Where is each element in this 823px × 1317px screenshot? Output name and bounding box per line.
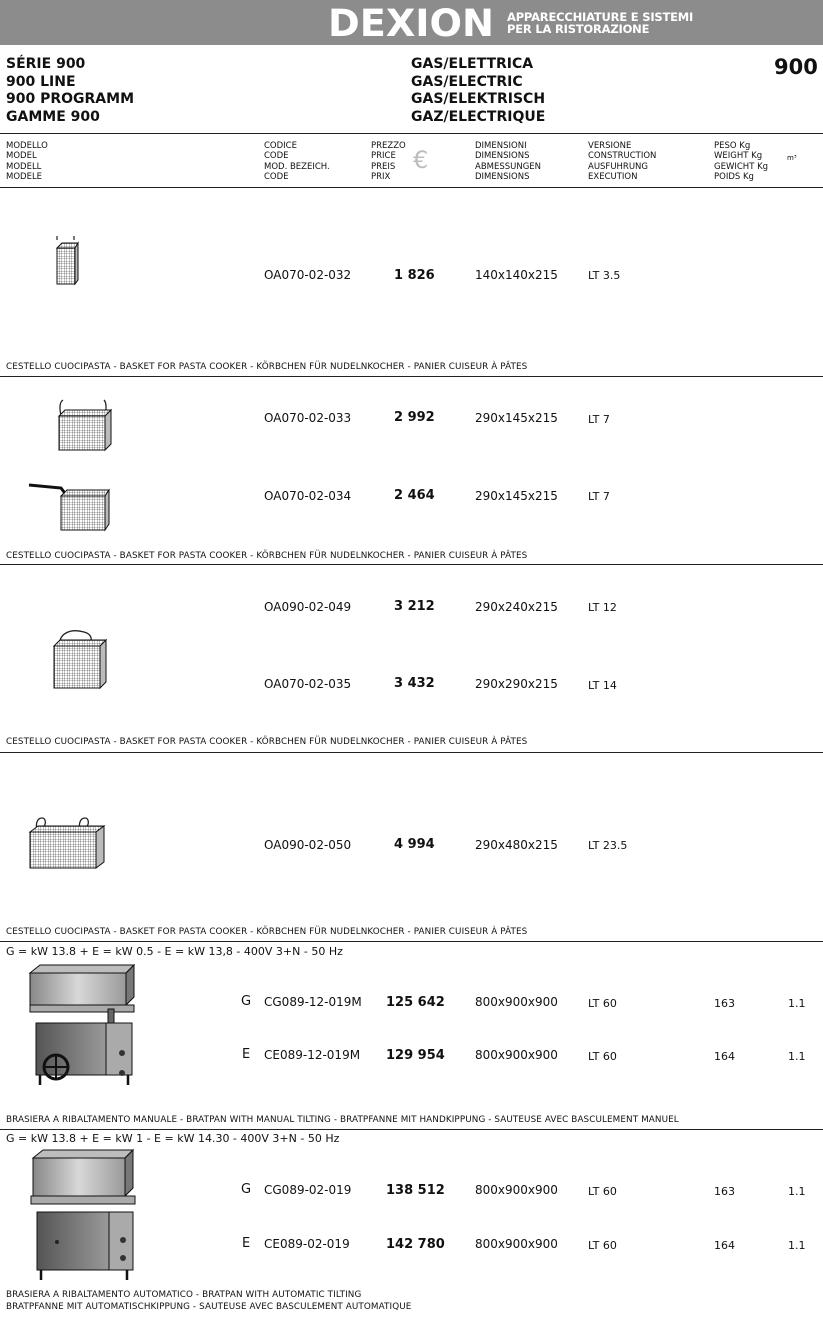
series-de: 900 PROGRAMM — [6, 91, 135, 107]
row-price: 2 992 — [394, 410, 435, 425]
row-version: LT 3.5 — [588, 269, 621, 282]
row-code: CE089-02-019 — [264, 1237, 350, 1251]
row-version: LT 14 — [588, 679, 617, 692]
divider — [0, 941, 823, 942]
column-header-version — [588, 141, 656, 182]
row-price: 2 464 — [394, 488, 435, 503]
column-label: GEWICHT Kg — [714, 161, 769, 172]
row-type: G — [241, 994, 252, 1009]
row-volume: 1.1 — [788, 997, 806, 1010]
column-label: PREZZO — [371, 141, 406, 151]
row-version: LT 60 — [588, 1185, 617, 1198]
row-weight: 164 — [714, 1239, 735, 1252]
power-spec: G = kW 13.8 + E = kW 0.5 - E = kW 13,8 - 400V 3+N - 50 Hz — [6, 945, 343, 958]
row-volume: 1.1 — [788, 1050, 806, 1063]
column-label: MOD. BEZEICH. — [264, 161, 330, 172]
row-dimensions: 290x240x215 — [475, 600, 558, 614]
page-series-number: 900 — [774, 55, 818, 79]
bratpan-manual-caption: BRASIERA A RIBALTAMENTO MANUALE - BRATPAN WITH MANUAL TILTING - BRATPFANNE MIT HANDKIPPUNG - SAUTEUSE AVEC BASCULEMENT MANUEL — [6, 1115, 679, 1125]
row-weight: 163 — [714, 1185, 735, 1198]
basket-large-image — [52, 628, 107, 690]
row-dimensions: 290x145x215 — [475, 489, 558, 503]
row-code: OA090-02-050 — [264, 838, 352, 852]
row-type: G — [241, 1182, 252, 1197]
row-code: CE089-12-019M — [264, 1048, 361, 1062]
column-label: MODELE — [6, 171, 43, 182]
row-price: 1 826 — [394, 268, 435, 283]
column-label: CONSTRUCTION — [588, 151, 657, 162]
row-version: LT 12 — [588, 601, 617, 614]
euro-icon: € — [413, 146, 429, 174]
column-label: CODE — [264, 171, 289, 182]
row-price: 142 780 — [386, 1237, 445, 1252]
row-weight: 163 — [714, 997, 735, 1010]
bratpan-manual-image — [26, 965, 138, 1087]
column-label: WEIGHT Kg — [714, 151, 763, 162]
row-price: 138 512 — [386, 1183, 445, 1198]
bratpan-auto-image — [27, 1150, 139, 1282]
row-version: LT 60 — [588, 997, 617, 1010]
power-spec: G = kW 13.8 + E = kW 1 - E = kW 14.30 - 400V 3+N - 50 Hz — [6, 1132, 340, 1145]
row-dimensions: 290x480x215 — [475, 838, 558, 852]
divider — [0, 376, 823, 377]
row-price: 3 212 — [394, 599, 435, 614]
column-label: PREIS — [371, 161, 396, 172]
series-title — [6, 56, 134, 126]
column-label: PRICE — [371, 151, 396, 162]
row-dimensions: 140x140x215 — [475, 268, 558, 282]
column-label: MODEL — [6, 151, 37, 162]
column-header-dimensions — [475, 141, 541, 182]
column-label: AUSFUHRUNG — [588, 161, 649, 172]
series-it: SÉRIE 900 — [6, 56, 86, 72]
power-en: GAS/ELECTRIC — [411, 73, 523, 90]
header-banner — [0, 0, 823, 45]
row-code: CG089-02-019 — [264, 1183, 352, 1197]
row-version: LT 60 — [588, 1050, 617, 1063]
basket-caption: CESTELLO CUOCIPASTA - BASKET FOR PASTA COOKER - KÖRBCHEN FÜR NUDELNKOCHER - PANIER CUISEUR À PÂTES — [6, 362, 528, 372]
row-weight: 164 — [714, 1050, 735, 1063]
column-header-volume: m³ — [787, 154, 797, 162]
row-code: OA090-02-049 — [264, 600, 352, 614]
power-type — [411, 56, 545, 126]
row-price: 125 642 — [386, 995, 445, 1010]
column-label: MODELLO — [6, 141, 48, 151]
column-label: CODICE — [264, 141, 297, 151]
basket-caption: CESTELLO CUOCIPASTA - BASKET FOR PASTA COOKER - KÖRBCHEN FÜR NUDELNKOCHER - PANIER CUISEUR À PÂTES — [6, 551, 528, 561]
row-dimensions: 800x900x900 — [475, 1048, 558, 1062]
series-en: 900 LINE — [6, 73, 76, 90]
column-header-code — [264, 141, 330, 182]
row-code: OA070-02-033 — [264, 411, 352, 425]
row-code: OA070-02-035 — [264, 677, 352, 691]
row-type: E — [242, 1236, 251, 1251]
series-fr: GAMME 900 — [6, 108, 100, 125]
row-dimensions: 800x900x900 — [475, 995, 558, 1009]
brand-logo-text: DEXION — [328, 3, 494, 43]
column-header-weight — [714, 141, 768, 182]
row-dimensions: 290x290x215 — [475, 677, 558, 691]
row-price: 4 994 — [394, 837, 435, 852]
basket-caption: CESTELLO CUOCIPASTA - BASKET FOR PASTA COOKER - KÖRBCHEN FÜR NUDELNKOCHER - PANIER CUISEUR À PÂTES — [6, 927, 528, 937]
row-version: LT 60 — [588, 1239, 617, 1252]
tagline-line-2: PER LA RISTORAZIONE — [507, 22, 650, 36]
column-label: PRIX — [371, 171, 391, 182]
column-label: PESO Kg — [714, 141, 751, 151]
row-price: 3 432 — [394, 676, 435, 691]
divider — [0, 187, 823, 188]
column-label: VERSIONE — [588, 141, 632, 151]
row-code: OA070-02-034 — [264, 489, 352, 503]
row-code: OA070-02-032 — [264, 268, 352, 282]
power-de: GAS/ELEKTRISCH — [411, 91, 546, 107]
bratpan-auto-caption-line-2: BRATPFANNE MIT AUTOMATISCHKIPPUNG - SAUTEUSE AVEC BASCULEMENT AUTOMATIQUE — [6, 1302, 412, 1312]
row-version: LT 7 — [588, 413, 610, 426]
tagline-line-1: APPARECCHIATURE E SISTEMI — [507, 10, 694, 24]
row-code: CG089-12-019M — [264, 995, 362, 1009]
bratpan-auto-caption-line-1: BRASIERA A RIBALTAMENTO AUTOMATICO - BRATPAN WITH AUTOMATIC TILTING — [6, 1290, 362, 1300]
divider — [0, 564, 823, 565]
row-dimensions: 290x145x215 — [475, 411, 558, 425]
row-type: E — [242, 1047, 251, 1062]
divider — [0, 1129, 823, 1130]
dexion-logo — [328, 3, 494, 43]
row-volume: 1.1 — [788, 1239, 806, 1252]
column-label: CODE — [264, 151, 289, 162]
column-label: EXECUTION — [588, 171, 638, 182]
column-label: DIMENSIONI — [475, 141, 527, 151]
divider — [0, 752, 823, 753]
brand-tagline — [507, 11, 693, 35]
row-volume: 1.1 — [788, 1185, 806, 1198]
column-label: POIDS Kg — [714, 171, 754, 182]
basket-caption: CESTELLO CUOCIPASTA - BASKET FOR PASTA COOKER - KÖRBCHEN FÜR NUDELNKOCHER - PANIER CUISEUR À PÂTES — [6, 737, 528, 747]
row-dimensions: 800x900x900 — [475, 1183, 558, 1197]
column-header-price — [371, 141, 406, 182]
row-price: 129 954 — [386, 1048, 445, 1063]
column-header-model — [6, 141, 48, 182]
basket-extra-large-image — [28, 814, 106, 870]
column-label: ABMESSUNGEN — [475, 161, 542, 172]
column-label: MODELL — [6, 161, 42, 172]
row-version: LT 7 — [588, 490, 610, 503]
column-label: DIMENSIONS — [475, 171, 530, 182]
column-label: DIMENSIONS — [475, 151, 530, 162]
basket-small-image — [54, 236, 80, 286]
row-dimensions: 800x900x900 — [475, 1237, 558, 1251]
divider — [0, 133, 823, 134]
row-version: LT 23.5 — [588, 839, 628, 852]
basket-medium-image — [57, 400, 112, 452]
power-fr: GAZ/ELECTRIQUE — [411, 108, 546, 125]
power-it: GAS/ELETTRICA — [411, 56, 534, 72]
basket-handle-image — [27, 482, 112, 532]
